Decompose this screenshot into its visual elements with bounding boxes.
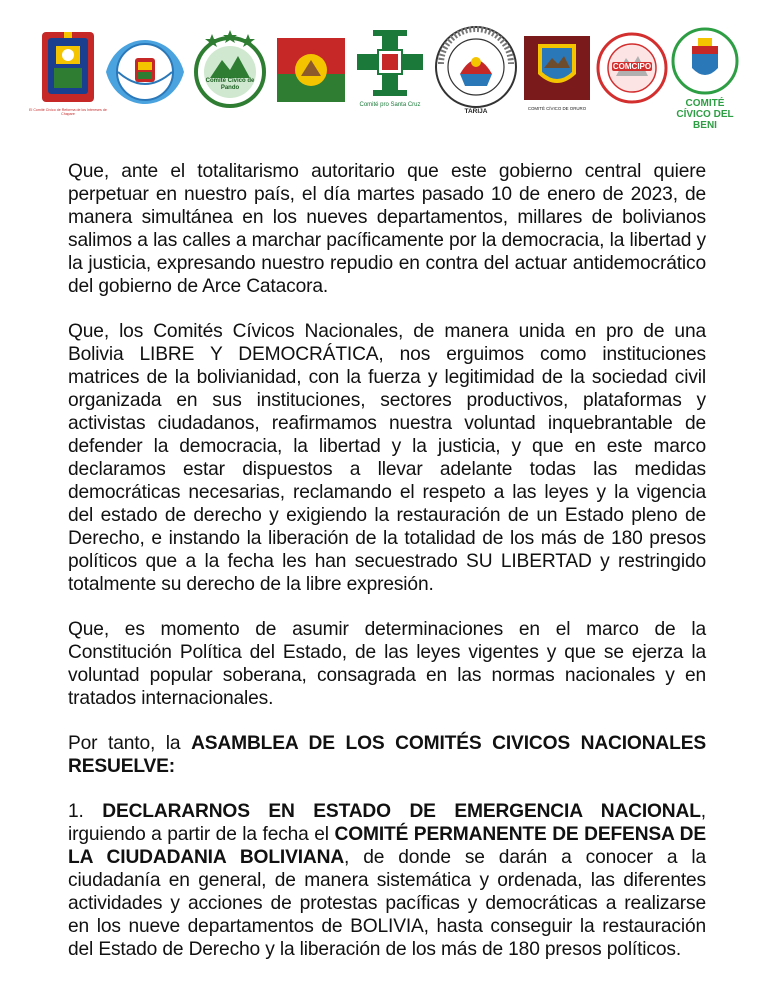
comite-civico-chapare-logo [29,28,107,124]
assembly-resolves-heading: ASAMBLEA DE LOS COMITÉS CIVICOS NACIONALES RESUELVE: [68,733,706,777]
pando-caption: Comité Cívico de Pando [205,78,255,91]
comite-civico-potosi-flag-logo [275,34,347,106]
p4-lead: Por tanto, la [68,733,192,754]
item-text-2: , de donde se darán a conocer a la ciudadanía en general, de manera sistemática y ordenada, las diferentes actividades y acciones de protestas pacíficas y democráticas a realizarse en los nueve departamentos de BOLIVIA, hasta conseguir la restauración del Estado de Derecho y la liberación de los más de 180 presos políticos. [68,847,706,960]
header-logo-strip [29,24,741,131]
comcipo-logo [596,32,668,108]
paragraph-4 [68,732,706,778]
tarija-caption: TARIJA [464,108,488,115]
resolution-document [68,160,706,983]
comite-civico-pando-logo [192,26,268,114]
resolution-item-1 [68,800,706,961]
comite-pro-santa-cruz-logo [351,28,429,118]
chapare-caption: El Comité Cívico de Reforma de los Intereses de Chapare [29,108,107,116]
paragraph-3: Que, es momento de asumir determinaciones en el marco de la Constitución Política del Estado, de las leyes vigentes y que se ejerza la voluntad popular soberana, consagrada en las normas nacionales y en tratados internacionales. [68,619,706,709]
comcipo-caption: COMCIPO [612,62,652,71]
paragraph-1: Que, ante el totalitarismo autoritario que este gobierno central quiere perpetuar en nuestro país, el día martes pasado 10 de enero de 2023, de manera simultánea en los nueves departamentos, millares de bolivianos salimos a las calles a marchar pacíficamente por la democracia, la libertad y la justicia, expresando nuestro repudio en contra del actuar antidemocrático del gobierno de Arce Catacora. [68,161,706,297]
comite-civico-cochabamba-logo [102,30,188,114]
item-number: 1. [68,801,103,822]
paragraph-2: Que, los Comités Cívicos Nacionales, de manera unida en pro de una Bolivia LIBRE Y DEMOCRÁTICA, nos erguimos como instituciones matrices de la bolivianidad, con la fuerza y legitimidad de la sociedad civil organizada en sus instituciones, sectores productivos, plataformas y activistas ciudadanos, reafirmamos nuestra voluntad inquebrantable de defender la democracia, la libertad y la justicia, y que en este marco declaramos estar dispuestos a llevar adelante todas las medidas democráticas necesarias, reclamando el respeto a las leyes y la vigencia del estado de derecho y exigiendo la restauración de un Estado pleno de Derecho, e instando la liberación de la totalidad de los más de 180 presos políticos que a la fecha les han secuestrado SU LIBERTAD y restringido totalmente su derecho de la libre expresión. [68,321,706,595]
beni-caption: COMITÉ CÍVICO DEL BENI [676,98,734,131]
comite-civico-beni-logo [664,26,746,131]
permanent-committee-name: COMITÉ PERMANENTE DE DEFENSA DE LA CIUDADANIA BOLIVIANA [68,824,706,868]
comite-pro-intereses-tarija-logo [433,24,519,120]
emergency-declaration: DECLARARNOS EN ESTADO DE EMERGENCIA NACIONAL [102,801,701,822]
santa-cruz-caption: Comité pro Santa Cruz [359,102,421,108]
comite-civico-oruro-logo [522,34,592,118]
item-text-1: , irguiendo a partir de la fecha el [68,801,706,845]
oruro-caption: COMITÉ CÍVICO DE ORURO [527,106,587,111]
